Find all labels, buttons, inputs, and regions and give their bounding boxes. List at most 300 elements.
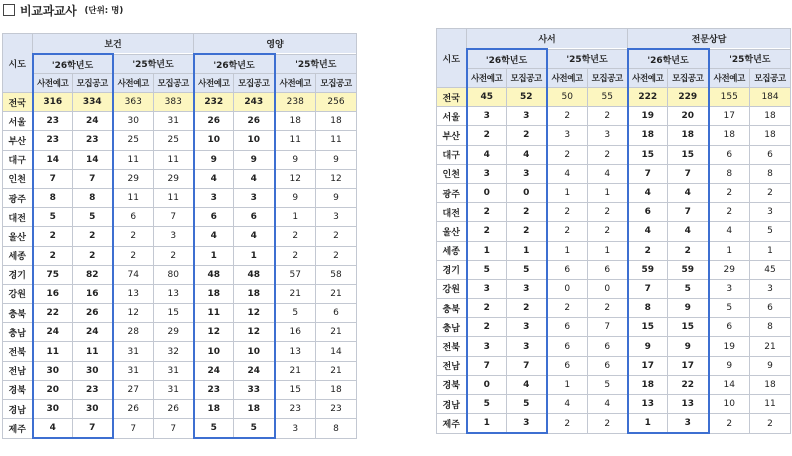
value-cell: 4 [234,169,275,188]
value-cell: 26 [194,112,234,131]
value-cell: 14 [73,150,113,169]
value-cell: 3 [234,188,275,207]
value-cell: 1 [709,241,750,260]
value-cell: 10 [194,342,234,361]
value-cell: 31 [154,361,194,380]
region-cell: 제주 [437,414,467,434]
header-pre: 사전예고 [628,69,668,88]
region-cell: 충남 [437,318,467,337]
value-cell: 19 [628,107,668,126]
value-cell: 2 [467,299,507,318]
value-cell: 23 [316,400,357,419]
table-row [3,188,357,207]
value-cell: 7 [73,419,113,439]
value-cell: 15 [668,145,709,164]
value-cell: 1 [628,414,668,434]
table-left [2,33,357,439]
value-cell: 0 [467,183,507,202]
value-cell: 6 [750,145,791,164]
value-cell: 8 [316,419,357,439]
value-cell: 8 [709,164,750,183]
value-cell: 7 [507,356,547,375]
value-cell: 11 [154,188,194,207]
total-row [437,88,791,107]
value-cell: 9 [316,150,357,169]
value-cell: 2 [588,299,628,318]
header-pre: 사전예고 [709,69,750,88]
value-cell: 6 [750,299,791,318]
value-cell: 30 [33,361,73,380]
header-year-26: '26학년도 [628,49,709,69]
value-cell: 18 [750,375,791,394]
value-cell: 2 [588,203,628,222]
value-cell: 26 [113,400,154,419]
value-cell: 2 [316,227,357,246]
value-cell: 4 [628,183,668,202]
value-cell: 1 [547,183,588,202]
value-cell: 2 [507,203,547,222]
region-cell: 경기 [3,265,33,284]
header-year-26: '26학년도 [33,54,113,74]
value-cell: 24 [33,323,73,342]
region-cell: 경기 [437,260,467,279]
value-cell: 2 [588,222,628,241]
value-cell: 4 [194,227,234,246]
table-row [3,380,357,399]
value-cell: 26 [154,400,194,419]
value-cell: 21 [316,284,357,303]
value-cell: 29 [154,323,194,342]
header-rec: 모집공고 [316,74,357,93]
value-cell: 32 [154,342,194,361]
table-row [3,400,357,419]
value-cell: 3 [507,414,547,434]
header-row-types [3,74,357,93]
value-cell: 28 [113,323,154,342]
value-cell: 184 [750,88,791,107]
value-cell: 59 [628,260,668,279]
value-cell: 29 [154,169,194,188]
table-row [437,318,791,337]
value-cell: 243 [234,93,275,112]
table-row [437,126,791,145]
value-cell: 12 [234,323,275,342]
value-cell: 23 [33,131,73,150]
region-cell: 서울 [437,107,467,126]
value-cell: 2 [709,414,750,434]
value-cell: 45 [750,260,791,279]
value-cell: 16 [275,323,316,342]
value-cell: 3 [467,337,507,356]
value-cell: 31 [113,361,154,380]
value-cell: 6 [547,318,588,337]
value-cell: 6 [628,203,668,222]
value-cell: 18 [750,126,791,145]
value-cell: 20 [668,107,709,126]
value-cell: 13 [668,395,709,414]
header-year-25: '25학년도 [275,54,357,74]
region-cell: 세종 [437,241,467,260]
value-cell: 7 [154,208,194,227]
header-rec: 모집공고 [588,69,628,88]
value-cell: 10 [194,131,234,150]
value-cell: 15 [628,318,668,337]
value-cell: 363 [113,93,154,112]
value-cell: 18 [628,126,668,145]
header-year-25: '25학년도 [709,49,791,69]
value-cell: 9 [750,356,791,375]
value-cell: 7 [668,203,709,222]
header-subject: 보건 [33,34,194,55]
value-cell: 2 [507,222,547,241]
value-cell: 15 [275,380,316,399]
value-cell: 7 [628,279,668,298]
value-cell: 21 [316,361,357,380]
value-cell: 8 [750,164,791,183]
value-cell: 2 [33,227,73,246]
value-cell: 4 [547,164,588,183]
value-cell: 7 [588,318,628,337]
header-pre: 사전예고 [547,69,588,88]
table-row [3,419,357,439]
value-cell: 2 [316,246,357,265]
value-cell: 15 [628,145,668,164]
value-cell: 23 [33,112,73,131]
table-row [437,299,791,318]
value-cell: 23 [275,400,316,419]
region-cell: 울산 [3,227,33,246]
value-cell: 3 [547,126,588,145]
table-row [3,246,357,265]
value-cell: 1 [507,241,547,260]
value-cell: 9 [275,188,316,207]
value-cell: 15 [154,304,194,323]
value-cell: 7 [113,419,154,439]
value-cell: 1 [547,241,588,260]
value-cell: 17 [628,356,668,375]
value-cell: 21 [275,284,316,303]
value-cell: 5 [750,222,791,241]
table-row [3,112,357,131]
value-cell: 2 [547,203,588,222]
value-cell: 2 [467,222,507,241]
value-cell: 30 [33,400,73,419]
value-cell: 2 [507,126,547,145]
value-cell: 18 [234,284,275,303]
value-cell: 383 [154,93,194,112]
value-cell: 6 [194,208,234,227]
value-cell: 16 [73,284,113,303]
value-cell: 5 [194,419,234,439]
value-cell: 9 [316,188,357,207]
value-cell: 256 [316,93,357,112]
table-row [437,183,791,202]
value-cell: 5 [33,208,73,227]
value-cell: 2 [750,414,791,434]
value-cell: 18 [234,400,275,419]
value-cell: 1 [467,241,507,260]
value-cell: 3 [507,279,547,298]
value-cell: 4 [507,145,547,164]
value-cell: 2 [668,241,709,260]
value-cell: 1 [750,241,791,260]
value-cell: 18 [750,107,791,126]
region-cell: 울산 [437,222,467,241]
value-cell: 48 [234,265,275,284]
value-cell: 10 [234,342,275,361]
value-cell: 0 [547,279,588,298]
value-cell: 2 [588,107,628,126]
value-cell: 3 [507,107,547,126]
value-cell: 2 [547,299,588,318]
value-cell: 2 [113,227,154,246]
value-cell: 48 [194,265,234,284]
value-cell: 23 [194,380,234,399]
value-cell: 3 [467,279,507,298]
value-cell: 5 [467,395,507,414]
total-row [3,93,357,112]
value-cell: 5 [668,279,709,298]
title-row [0,0,123,20]
value-cell: 31 [154,380,194,399]
value-cell: 14 [316,342,357,361]
value-cell: 2 [709,203,750,222]
table-row [437,222,791,241]
value-cell: 0 [507,183,547,202]
table-row [437,414,791,434]
value-cell: 13 [154,284,194,303]
value-cell: 2 [154,246,194,265]
value-cell: 13 [275,342,316,361]
header-row-subjects [3,34,357,55]
table-row [437,164,791,183]
value-cell: 5 [234,419,275,439]
value-cell: 4 [507,375,547,394]
value-cell: 9 [709,356,750,375]
region-cell: 경북 [437,375,467,394]
table-row [437,241,791,260]
value-cell: 21 [275,361,316,380]
value-cell: 24 [194,361,234,380]
value-cell: 4 [194,169,234,188]
header-year-25: '25학년도 [113,54,194,74]
table-right [436,28,791,434]
value-cell: 6 [234,208,275,227]
header-year-25: '25학년도 [547,49,628,69]
header-pre: 사전예고 [33,74,73,93]
value-cell: 2 [275,227,316,246]
value-cell: 58 [316,265,357,284]
value-cell: 6 [113,208,154,227]
value-cell: 1 [467,414,507,434]
unit-note: (단위: 명) [84,6,124,16]
value-cell: 18 [709,126,750,145]
table-row [3,284,357,303]
table-row [3,361,357,380]
value-cell: 1 [547,375,588,394]
value-cell: 8 [33,188,73,207]
value-cell: 11 [73,342,113,361]
header-year-26: '26학년도 [467,49,547,69]
value-cell: 3 [750,203,791,222]
value-cell: 33 [234,380,275,399]
value-cell: 8 [628,299,668,318]
header-subject: 전문상담 [628,29,791,50]
value-cell: 14 [33,150,73,169]
table-row [437,107,791,126]
value-cell: 74 [113,265,154,284]
value-cell: 11 [113,188,154,207]
value-cell: 11 [750,395,791,414]
value-cell: 6 [588,337,628,356]
value-cell: 2 [73,246,113,265]
value-cell: 2 [588,145,628,164]
value-cell: 55 [588,88,628,107]
checkbox-icon [3,4,15,16]
header-row-subjects [437,29,791,50]
value-cell: 2 [467,126,507,145]
table-row [3,342,357,361]
table-row [3,208,357,227]
value-cell: 18 [316,380,357,399]
value-cell: 18 [668,126,709,145]
region-cell: 전북 [3,342,33,361]
header-pre: 사전예고 [194,74,234,93]
value-cell: 31 [154,112,194,131]
value-cell: 57 [275,265,316,284]
region-cell: 강원 [437,279,467,298]
header-rec: 모집공고 [750,69,791,88]
header-rec: 모집공고 [154,74,194,93]
table-row [437,375,791,394]
region-cell: 대전 [3,208,33,227]
header-rec: 모집공고 [668,69,709,88]
value-cell: 29 [709,260,750,279]
value-cell: 17 [668,356,709,375]
value-cell: 26 [73,304,113,323]
table-row [437,260,791,279]
table-row [3,323,357,342]
table-row [437,145,791,164]
value-cell: 27 [113,380,154,399]
value-cell: 6 [316,304,357,323]
value-cell: 12 [234,304,275,323]
region-cell: 강원 [3,284,33,303]
header-pre: 사전예고 [467,69,507,88]
value-cell: 31 [113,342,154,361]
value-cell: 12 [275,169,316,188]
value-cell: 5 [709,299,750,318]
value-cell: 2 [547,107,588,126]
region-cell: 전북 [437,337,467,356]
value-cell: 238 [275,93,316,112]
table-row [437,337,791,356]
header-row-years [437,49,791,69]
value-cell: 229 [668,88,709,107]
value-cell: 75 [33,265,73,284]
value-cell: 4 [547,395,588,414]
region-cell: 충북 [437,299,467,318]
value-cell: 20 [33,380,73,399]
header-row-years [3,54,357,74]
value-cell: 12 [316,169,357,188]
value-cell: 1 [588,241,628,260]
value-cell: 7 [668,164,709,183]
value-cell: 7 [73,169,113,188]
value-cell: 3 [194,188,234,207]
value-cell: 22 [668,375,709,394]
value-cell: 5 [507,260,547,279]
table-row [3,227,357,246]
value-cell: 2 [547,222,588,241]
value-cell: 8 [750,318,791,337]
value-cell: 21 [750,337,791,356]
table-row [437,395,791,414]
value-cell: 8 [73,188,113,207]
value-cell: 2 [547,145,588,164]
table-row [3,304,357,323]
header-pre: 사전예고 [275,74,316,93]
value-cell: 26 [234,112,275,131]
value-cell: 3 [507,318,547,337]
value-cell: 12 [113,304,154,323]
value-cell: 4 [628,222,668,241]
value-cell: 19 [709,337,750,356]
value-cell: 23 [73,131,113,150]
table-row [3,169,357,188]
value-cell: 6 [709,318,750,337]
header-rec: 모집공고 [234,74,275,93]
value-cell: 7 [33,169,73,188]
value-cell: 22 [33,304,73,323]
header-year-26: '26학년도 [194,54,275,74]
value-cell: 3 [316,208,357,227]
value-cell: 2 [33,246,73,265]
table-row [3,131,357,150]
value-cell: 16 [33,284,73,303]
value-cell: 11 [113,150,154,169]
value-cell: 10 [709,395,750,414]
region-cell: 광주 [3,188,33,207]
value-cell: 18 [194,400,234,419]
header-subject: 사서 [467,29,628,50]
value-cell: 4 [709,222,750,241]
value-cell: 1 [194,246,234,265]
value-cell: 2 [628,241,668,260]
value-cell: 10 [234,131,275,150]
value-cell: 14 [709,375,750,394]
value-cell: 222 [628,88,668,107]
value-cell: 24 [73,112,113,131]
region-cell: 전국 [3,93,33,112]
header-rec: 모집공고 [73,74,113,93]
value-cell: 17 [709,107,750,126]
value-cell: 5 [507,395,547,414]
value-cell: 5 [588,375,628,394]
region-cell: 전남 [3,361,33,380]
region-cell: 경남 [437,395,467,414]
region-cell: 광주 [437,183,467,202]
value-cell: 6 [547,260,588,279]
region-cell: 경북 [3,380,33,399]
value-cell: 2 [113,246,154,265]
region-cell: 인천 [3,169,33,188]
region-cell: 제주 [3,419,33,439]
value-cell: 18 [628,375,668,394]
value-cell: 9 [194,150,234,169]
value-cell: 2 [750,183,791,202]
region-cell: 부산 [437,126,467,145]
